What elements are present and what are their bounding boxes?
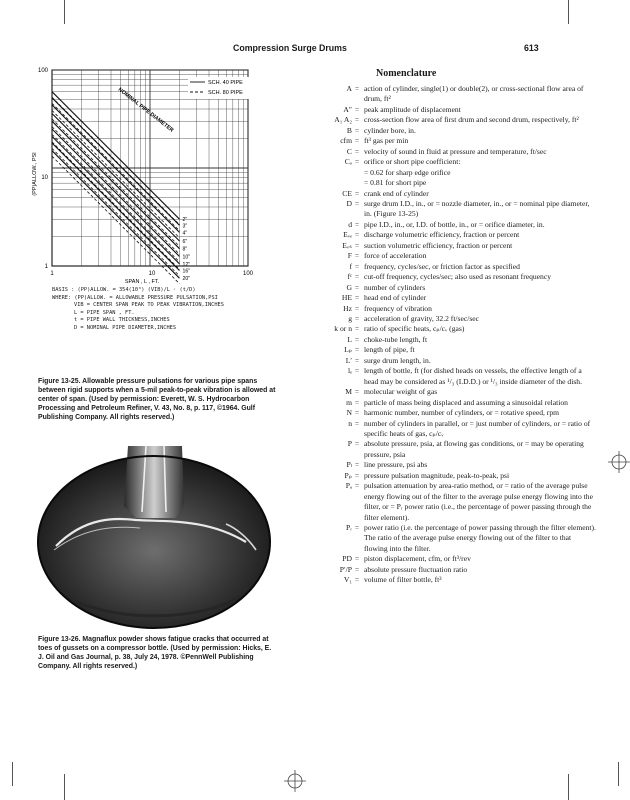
nomenclature-definition: surge drum length, in.: [364, 355, 431, 365]
nomenclature-symbol: A″: [343, 104, 352, 114]
series-line: [52, 129, 180, 257]
nomenclature-definition: particle of mass being displaced and assuming a sinusoidal relation: [364, 397, 568, 407]
nomenclature-symbol: Pᵣ: [346, 523, 352, 533]
nomenclature-definition: acceleration of gravity, 32.2 ft/sec/sec: [364, 313, 480, 323]
nomenclature-entry: [296, 523, 596, 554]
nomenclature-definition: action of cylinder, single(1) or double(2), or cross-sectional flow area of drum, ft²: [364, 84, 584, 104]
equals-sign: =: [354, 481, 360, 491]
nomenclature-definition: head end of cylinder: [364, 293, 427, 303]
x-tick-label: 10: [148, 271, 156, 277]
figure-13-26-caption: Figure 13-26. Magnaflux powder shows fatigue cracks that occurred at toes of gussets on a compressor bottle. (Used by permission: Hicks, E. J. Oil and Gas Journal, p. 38, July 24, 1978. ©PennWell Publishing Company. All rights reserved.): [38, 636, 272, 670]
nomenclature-definition: harmonic number, number of cylinders, or = rotative speed, rpm: [364, 408, 560, 418]
equals-sign: =: [354, 272, 360, 282]
nomenclature-entry: [296, 575, 596, 585]
nomenclature-entry: [296, 293, 596, 303]
equals-sign: =: [354, 554, 360, 564]
equals-sign: =: [354, 564, 360, 574]
nomenclature-definition: choke-tube length, ft: [364, 334, 428, 344]
nomenclature-symbol: D: [346, 198, 352, 208]
nomenclature-entry: [296, 283, 596, 293]
running-header: [0, 43, 630, 57]
curve-label: 16": [182, 268, 191, 275]
nomenclature-definition: absolute pressure, psia, at flowing gas conditions, or = may be operating pressure, psia: [364, 439, 584, 459]
nomenclature-definition: number of cylinders in parallel, or = just number of cylinders, or = ratio of specific heats of gas, cₚ/cᵥ: [364, 418, 591, 438]
equals-sign: =: [354, 261, 360, 271]
crop-mark-left-edge: [12, 762, 13, 786]
equals-sign: =: [354, 157, 360, 167]
equals-sign: =: [354, 324, 360, 334]
nomenclature-entry: [296, 272, 596, 282]
y-axis-label: (PP)ALLOW., PSI: [32, 152, 38, 196]
nomenclature-symbol: n: [348, 418, 352, 428]
equals-sign: =: [354, 146, 360, 156]
nomenclature-symbol: Eᵥₑ: [343, 230, 352, 240]
magnaflux-photo: [36, 446, 272, 632]
nomenclature-symbol: fᶜ: [347, 272, 352, 282]
registration-mark-icon: [284, 770, 306, 792]
nomenclature-list: [296, 84, 596, 586]
nomenclature-definition: discharge volumetric efficiency, fraction or percent: [364, 230, 520, 240]
nomenclature-entry: [296, 84, 596, 105]
nomenclature-symbol: [296, 168, 352, 178]
nomenclature-symbol: Pₗ: [346, 460, 352, 470]
nomenclature-symbol: d: [348, 219, 352, 229]
equals-sign: =: [354, 397, 360, 407]
series-line-sch80: [52, 119, 180, 246]
equals-sign: =: [354, 230, 360, 240]
nomenclature-entry: [296, 345, 596, 355]
nomenclature-definition: line pressure, psi abs: [364, 460, 428, 470]
equals-sign: =: [354, 387, 360, 397]
nomenclature-symbol: Eᵥₛ: [342, 240, 352, 250]
chart-curve-labels: [183, 217, 191, 282]
series-line: [52, 114, 180, 242]
nomenclature-symbol: lₑ: [347, 366, 352, 376]
equals-sign: =: [354, 219, 360, 229]
x-tick-label: 1: [50, 271, 54, 277]
crop-mark-bottom-right: [568, 774, 569, 800]
crop-mark-right-edge: [618, 762, 619, 786]
nomenclature-symbol: m: [346, 397, 352, 407]
nomenclature-entry: [296, 387, 596, 397]
equals-sign: =: [354, 355, 360, 365]
nomenclature-entry: [296, 199, 596, 220]
curve-label: 12": [182, 261, 191, 268]
series-line-sch80: [52, 156, 180, 284]
nomenclature-entry: [296, 105, 596, 115]
nomenclature-definition: pipe I.D., in., or, I.D. of bottle, in., or = orifice diameter, in.: [364, 219, 545, 229]
nomenclature-entry: [296, 439, 596, 460]
d-definition: D = NOMINAL PIPE DIAMETER,INCHES: [74, 324, 177, 331]
equals-sign: =: [354, 282, 360, 292]
series-line: [52, 121, 180, 249]
nomenclature-symbol: A₁ A₂: [334, 115, 352, 125]
nomenclature-entry: [296, 408, 596, 418]
equals-sign: =: [354, 240, 360, 250]
crop-mark-bottom-left: [64, 774, 65, 800]
nomenclature-symbol: Pₐ: [345, 481, 352, 491]
nomenclature-symbol: Hz: [343, 303, 352, 313]
x-tick-label: 100: [242, 271, 254, 277]
legend-label-sch80: SCH. 80 PIPE: [208, 90, 243, 96]
nomenclature-entry: [296, 304, 596, 314]
equals-sign: =: [354, 125, 360, 135]
nomenclature-definition: = 0.62 for sharp edge orifice: [364, 167, 451, 177]
nomenclature-symbol: HE: [341, 293, 352, 303]
nomenclature-definition: number of cylinders: [364, 282, 426, 292]
nomenclature-definition: cross-section flow area of first drum and second drum, respectively, ft²: [364, 115, 579, 125]
nomenclature-entry: [296, 460, 596, 470]
nomenclature-symbol: L′: [345, 355, 352, 365]
chart-formula-block: [52, 287, 224, 333]
nomenclature-symbol: Pₚ: [344, 470, 352, 480]
nomenclature-entry: [296, 178, 596, 188]
nomenclature-definition: cylinder bore, in.: [364, 125, 416, 135]
nomenclature-symbol: P′/P: [339, 564, 352, 574]
nominal-pipe-diameter-annotation: NOMINAL PIPE DIAMETER: [116, 86, 175, 134]
equals-sign: [352, 178, 362, 188]
x-axis-label: SPAN , L , FT.: [124, 279, 160, 285]
t-definition: t = PIPE WALL THICKNESS,INCHES: [74, 317, 170, 324]
nomenclature-entry: [296, 136, 596, 146]
nomenclature-definition: surge drum I.D., in., or = nozzle diameter, in., or = nominal pipe diameter, in. (Figure 13-25): [364, 198, 590, 219]
nomenclature-symbol: PD: [342, 554, 352, 564]
nomenclature-definition: piston displacement, cfm, or ft³/rev: [364, 554, 471, 564]
equals-sign: =: [354, 366, 360, 376]
chart-legend: [188, 77, 254, 99]
nomenclature-symbol: Lₚ: [344, 345, 352, 355]
nomenclature-definition: pulsation attenuation by area-ratio method, or = ratio of the average pulse energy flowing out of the filter to the average pulse energy flowing into the filter, or = Pᵣ power ratio (i.e., the percentage of power passing through the filter element).: [364, 481, 593, 522]
nomenclature-symbol: [296, 178, 352, 188]
nomenclature-definition: suction volumetric efficiency, fraction or percent: [364, 240, 513, 250]
nomenclature-definition: volume of filter bottle, ft³: [364, 575, 442, 585]
nomenclature-definition: orifice or short pipe coefficient:: [364, 157, 461, 167]
equals-sign: =: [354, 460, 360, 470]
equals-sign: =: [354, 188, 360, 198]
curve-label: 10": [182, 254, 191, 261]
equals-sign: =: [354, 104, 360, 114]
pulsation-chart: [30, 64, 280, 286]
nomenclature-entry: [296, 147, 596, 157]
nomenclature-entry: [296, 168, 596, 178]
nomenclature-symbol: V₁: [343, 575, 352, 585]
curve-label: 6": [182, 238, 188, 245]
nomenclature-definition: crank end of cylinder: [364, 188, 429, 198]
equals-sign: =: [354, 345, 360, 355]
curve-label: 8": [182, 246, 188, 253]
equals-sign: =: [354, 418, 360, 428]
nomenclature-symbol: k or n: [334, 324, 352, 334]
nomenclature-entry: [296, 262, 596, 272]
series-line-sch80: [52, 127, 180, 255]
nomenclature-symbol: F: [347, 251, 352, 261]
nomenclature-entry: [296, 481, 596, 523]
nomenclature-definition: force of acceleration: [364, 251, 427, 261]
nomenclature-entry: [296, 189, 596, 199]
nomenclature-entry: [296, 335, 596, 345]
nomenclature-entry: [296, 554, 596, 564]
nomenclature-entry: [296, 220, 596, 230]
equals-sign: =: [354, 575, 360, 585]
registration-mark-icon: [608, 451, 630, 473]
nomenclature-definition: velocity of sound in fluid at pressure and temperature, ft/sec: [364, 146, 547, 156]
nomenclature-symbol: g: [348, 313, 352, 323]
series-line-sch80: [52, 134, 180, 262]
nomenclature-symbol: C: [346, 146, 352, 156]
nomenclature-definition: frequency of vibration: [364, 303, 432, 313]
nomenclature-symbol: B: [346, 125, 352, 135]
nomenclature-title: Nomenclature: [376, 68, 437, 79]
nomenclature-entry: [296, 115, 596, 125]
nomenclature-definition: frequency, cycles/sec, or friction factor as specified: [364, 261, 520, 271]
crop-mark-top-left: [64, 0, 65, 24]
nomenclature-symbol: A: [346, 84, 352, 93]
series-line-sch80: [52, 110, 180, 237]
equals-sign: =: [354, 84, 360, 93]
nomenclature-definition: = 0.81 for short pipe: [364, 178, 427, 188]
nomenclature-symbol: M: [345, 387, 352, 397]
y-tick-label: 1: [44, 264, 48, 270]
nomenclature-definition: absolute pressure fluctuation ratio: [364, 564, 468, 574]
equals-sign: =: [354, 198, 360, 208]
nomenclature-definition: ratio of specific heats, cₚ/cᵥ (gas): [364, 324, 465, 334]
basis-formula: BASIS : (PP)ALLOW. = 354(10³) (VIB)/L · (t/D): [52, 287, 196, 293]
curve-label: 4": [182, 230, 188, 237]
nomenclature-entry: [296, 324, 596, 334]
nomenclature-entry: [296, 356, 596, 366]
equals-sign: =: [354, 303, 360, 313]
nomenclature-entry: [296, 565, 596, 575]
equals-sign: =: [354, 115, 360, 125]
curve-label: 3": [182, 223, 188, 230]
nomenclature-symbol: cfm: [340, 136, 352, 146]
nomenclature-entry: [296, 471, 596, 481]
nomenclature-entry: [296, 157, 596, 167]
nomenclature-definition: cut-off frequency, cycles/sec; also used as resonant frequency: [364, 272, 552, 282]
nomenclature-entry: [296, 398, 596, 408]
figure-13-25-caption: Figure 13-25. Allowable pressure pulsations for various pipe spans between rigid supports when a 5-mil peak-to-peak vibration is allowed at center of span. (Used by permission: Everett, W. S. Hydrocarbon Processing and Petroleum Refiner, V. 43, No. 8, p. 117, ©1964. Gulf Publishing Company. All rights reserved.): [38, 378, 276, 421]
page-number: 613: [524, 43, 539, 53]
nomenclature-definition: power ratio (i.e. the percentage of power passing through the filter element). The ratio of the average pulse energy flowing out of the filter to that flowing into the filter.: [364, 523, 596, 553]
nomenclature-symbol: N: [346, 408, 352, 418]
chart-grid: [52, 70, 248, 266]
nomenclature-entry: [296, 241, 596, 251]
nomenclature-symbol: f: [349, 261, 352, 271]
equals-sign: =: [354, 470, 360, 480]
nomenclature-symbol: L: [347, 334, 352, 344]
curve-label: 2": [182, 217, 188, 224]
legend-label-sch40: SCH. 40 PIPE: [208, 80, 243, 86]
nomenclature-entry: [296, 230, 596, 240]
nomenclature-definition: pressure pulsation magnitude, peak-to-peak, psi: [364, 470, 510, 480]
nomenclature-definition: length of pipe, ft: [364, 345, 415, 355]
nomenclature-entry: [296, 366, 596, 387]
series-line: [52, 151, 180, 279]
nomenclature-symbol: Cₒ: [344, 157, 352, 167]
nomenclature-entry: [296, 251, 596, 261]
nomenclature-definition: ft³ gas per min: [364, 136, 409, 146]
equals-sign: =: [354, 293, 360, 303]
nomenclature-symbol: CE: [342, 188, 352, 198]
equals-sign: [352, 168, 362, 178]
crop-mark-top-right: [568, 0, 569, 24]
equals-sign: =: [354, 408, 360, 418]
equals-sign: =: [354, 136, 360, 146]
nomenclature-definition: peak amplitude of displacement: [364, 104, 461, 114]
equals-sign: =: [354, 439, 360, 449]
equals-sign: =: [354, 251, 360, 261]
vib-definition: VIB = CENTER SPAN PEAK TO PEAK VIBRATION,INCHES: [74, 302, 224, 309]
header-title: Compression Surge Drums: [233, 43, 347, 53]
nomenclature-symbol: P: [347, 439, 352, 449]
y-tick-label: 10: [41, 175, 48, 181]
nomenclature-definition: length of bottle, ft (for dished heads on vessels, the effective length of a head may be considered as ¹/₃ (I.D.D.) or ¹/₃ inside diameter of the dish.: [364, 366, 582, 386]
nomenclature-entry: [296, 126, 596, 136]
nomenclature-symbol: G: [346, 282, 352, 292]
nomenclature-definition: molecular weight of gas: [364, 387, 438, 397]
where-definition: WHERE: (PP)ALLOW. = ALLOWABLE PRESSURE PULSATION,PSI: [52, 294, 218, 301]
curve-label: 20": [182, 276, 191, 283]
equals-sign: =: [354, 523, 360, 533]
nomenclature-entry: [296, 419, 596, 440]
l-definition: L = PIPE SPAN , FT.: [74, 309, 135, 316]
y-tick-label: 100: [37, 68, 48, 74]
equals-sign: =: [354, 313, 360, 323]
equals-sign: =: [354, 334, 360, 344]
nomenclature-entry: [296, 314, 596, 324]
